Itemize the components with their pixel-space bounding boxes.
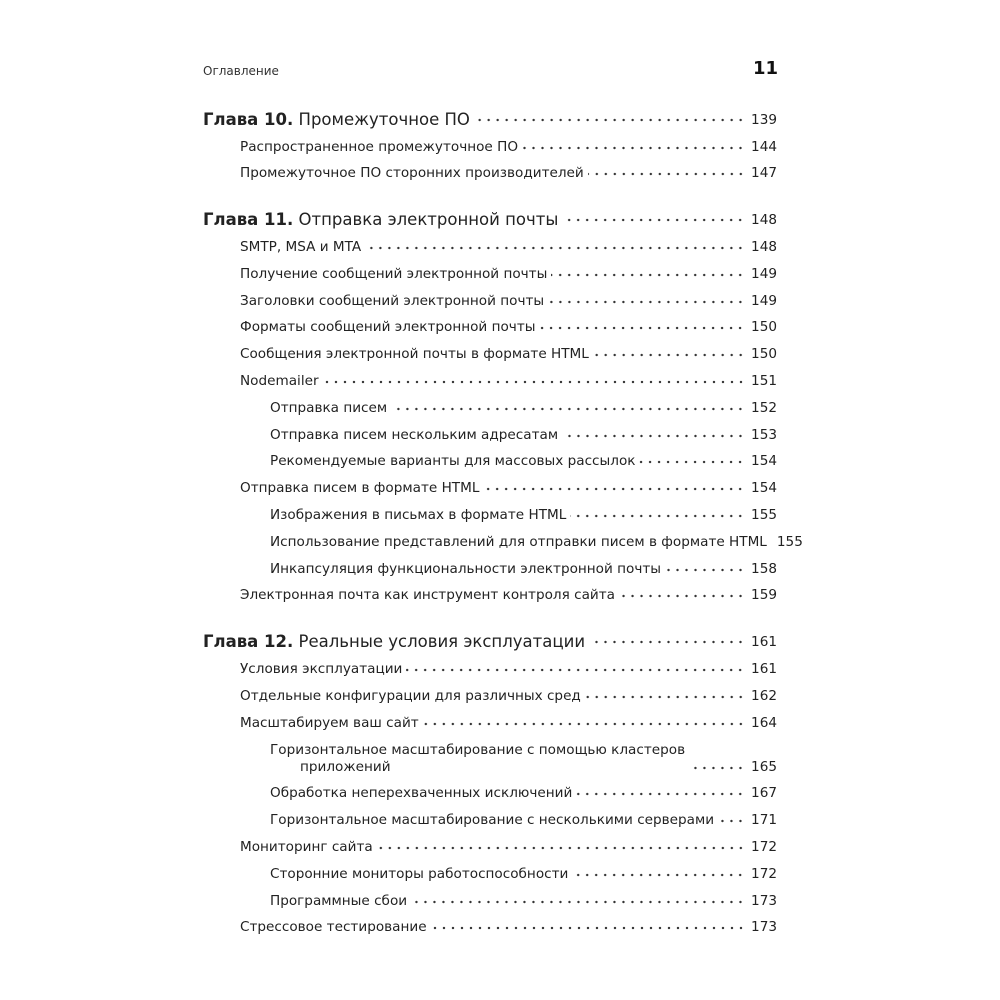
toc-page-number: 150 [751,346,777,363]
toc-page-number: 164 [751,714,777,731]
toc-entry[interactable] [203,444,777,471]
toc-entry[interactable] [203,283,777,310]
toc-page-number: 158 [751,560,777,577]
dot-leader [718,818,745,824]
toc-page-number: 151 [751,372,777,389]
toc-entry-title [240,138,518,156]
title-text: SMTP, MSA и MTA [240,238,362,255]
title-text: Получение сообщений электронной почты [240,265,548,282]
toc-entry-title [240,372,319,390]
toc-page-number: 147 [751,165,777,182]
toc-entry[interactable] [203,390,777,417]
toc-page-number: 159 [751,587,777,604]
dot-leader [585,694,745,700]
toc-entry[interactable] [203,829,777,856]
dot-leader [665,567,745,573]
running-head: Оглавление [203,64,279,78]
dot-leader [431,925,745,931]
dot-leader [588,171,745,177]
table-of-contents [203,102,803,936]
dot-leader [689,765,745,771]
page-header [203,60,778,80]
toc-page-number: 155 [776,533,803,550]
toc-entry[interactable] [203,551,777,578]
title-text: Промежуточное ПО [298,109,470,129]
toc-entry[interactable] [203,497,777,524]
dot-leader [391,406,745,412]
dot-leader [572,872,745,878]
title-text: Стрессовое тестирование [240,919,427,936]
toc-entry-title [270,533,767,551]
toc-chapter-entry[interactable] [203,624,777,651]
chapter-number: Глава 12. [203,632,294,652]
toc-page-number: 171 [751,812,777,829]
title-text: Nodemailer [240,372,319,389]
toc-entry[interactable] [203,129,777,156]
title-text: Отправка писем нескольким адресатам [270,426,559,443]
title-text: Реальные условия эксплуатации [298,632,586,652]
toc-entry-title [240,238,361,256]
toc-entry[interactable] [203,732,777,776]
dot-leader [619,593,745,599]
toc-entry-title [240,918,427,936]
title-text: Мониторинг сайта [240,838,373,855]
title-text: Масштабируем ваш сайт [240,714,419,731]
title-text: Отправка писем [270,399,388,416]
toc-entry-title [270,399,387,417]
toc-page-number: 149 [751,265,777,282]
dot-leader [576,791,745,797]
toc-entry[interactable] [203,883,777,910]
toc-chapter-entry[interactable] [203,102,777,129]
toc-page-number: 150 [751,319,777,336]
toc-page-number: 155 [751,506,777,523]
title-text: Изображения в письмах в формате HTML [270,506,567,523]
toc-page-number: 144 [751,138,777,155]
title-text: Сообщения электронной почты в формате HTML [240,346,589,363]
toc-entry[interactable] [203,256,777,283]
toc-entry-title [240,479,479,497]
toc-entry[interactable] [203,578,777,605]
title-text: Электронная почта как инструмент контроля сайта [240,587,615,604]
toc-entry-title [240,164,584,182]
chapter-number: Глава 11. [203,210,294,230]
toc-page-number: 162 [751,687,777,704]
toc-entry-title [270,865,568,883]
toc-entry-title [270,452,635,470]
dot-leader [551,272,745,278]
title-text: Отправка электронной почты [298,210,559,230]
toc-page-number: 149 [751,292,777,309]
toc-entry[interactable] [203,156,777,183]
toc-page-number: 148 [751,212,777,229]
toc-entry-title [240,292,544,310]
dot-leader [539,325,745,331]
toc-page-number: 154 [751,480,777,497]
toc-entry[interactable] [203,705,777,732]
title-text: Отправка писем в формате HTML [240,480,480,497]
dot-leader [423,721,745,727]
toc-entry-title [270,560,661,578]
toc-page-number: 161 [751,660,777,677]
toc-chapter-entry[interactable] [203,202,777,229]
title-text: Программные сбои [270,892,408,909]
toc-page-number: 167 [751,785,777,802]
toc-entry[interactable] [203,910,777,937]
dot-leader [548,299,745,305]
toc-entry-title [270,426,558,444]
title-text: Условия эксплуатации [240,660,403,677]
toc-entry[interactable] [203,776,777,803]
title-text: Рекомендуемые варианты для массовых рассылок [270,453,636,470]
toc-entry-title [240,714,419,732]
toc-entry-title [270,811,714,829]
title-text: Горизонтальное масштабирование с несколькими серверами [270,812,715,829]
title-text: Распространенное промежуточное ПО [240,138,519,155]
toc-entry[interactable] [203,310,777,337]
dot-leader [377,845,745,851]
toc-entry[interactable] [203,524,803,551]
toc-entry-title [203,111,470,129]
toc-page-number: 152 [751,399,777,416]
toc-entry[interactable] [203,856,777,883]
title-text: Сторонние мониторы работоспособности [270,865,569,882]
dot-leader [522,145,745,151]
title-text: Отдельные конфигурации для различных сред [240,687,581,704]
toc-entry[interactable] [203,363,777,390]
toc-entry-title [203,211,558,229]
toc-entry-title [240,345,589,363]
toc-page-number: 153 [751,426,777,443]
toc-page-number: 165 [751,758,777,775]
dot-leader [562,217,745,223]
dot-leader [593,352,745,358]
toc-page-number: 139 [751,111,777,128]
title-text: Заголовки сообщений электронной почты [240,292,545,309]
toc-page-number: 148 [751,238,777,255]
toc-page-number: 173 [751,892,777,909]
toc-entry[interactable] [203,336,777,363]
toc-entry[interactable] [203,802,777,829]
dot-leader [365,245,745,251]
toc-page-number: 172 [751,865,777,882]
dot-leader [570,513,745,519]
toc-entry-title [240,687,581,705]
toc-entry[interactable] [203,651,777,678]
toc-entry-title [270,506,566,524]
toc-page-number: 161 [751,634,777,651]
toc-entry-title [270,784,572,802]
title-continuation: приложений [300,758,391,775]
dot-leader [639,459,745,465]
title-text: Форматы сообщений электронной почты [240,319,536,336]
chapter-number: Глава 10. [203,109,294,129]
dot-leader [323,379,745,385]
toc-entry-title [203,633,585,651]
toc-entry[interactable] [203,678,777,705]
dot-leader [562,433,745,439]
toc-entry-title [240,660,402,678]
toc-entry[interactable] [203,417,777,444]
dot-leader [411,899,745,905]
toc-entry-title [240,838,373,856]
toc-entry[interactable] [203,229,777,256]
title-text: Промежуточное ПО сторонних производителей [240,165,584,182]
toc-entry-title [270,892,407,910]
title-text: Горизонтальное масштабирование с помощью кластеров [270,741,686,758]
toc-entry-title [240,318,535,336]
toc-entry[interactable] [203,470,777,497]
title-text: Использование представлений для отправки писем в формате HTML [270,533,767,550]
toc-entry-title [270,742,685,776]
dot-leader [483,486,745,492]
page-number: 11 [752,58,778,79]
title-text: Обработка неперехваченных исключений [270,785,573,802]
dot-leader [474,117,745,123]
dot-leader [589,639,745,645]
toc-page-number: 172 [751,838,777,855]
toc-page-number: 154 [751,453,777,470]
dot-leader [406,667,745,673]
toc-entry-title [240,586,615,604]
toc-page-number: 173 [751,919,777,936]
toc-entry-title [240,265,547,283]
title-text: Инкапсуляция функциональности электронной почты [270,560,662,577]
